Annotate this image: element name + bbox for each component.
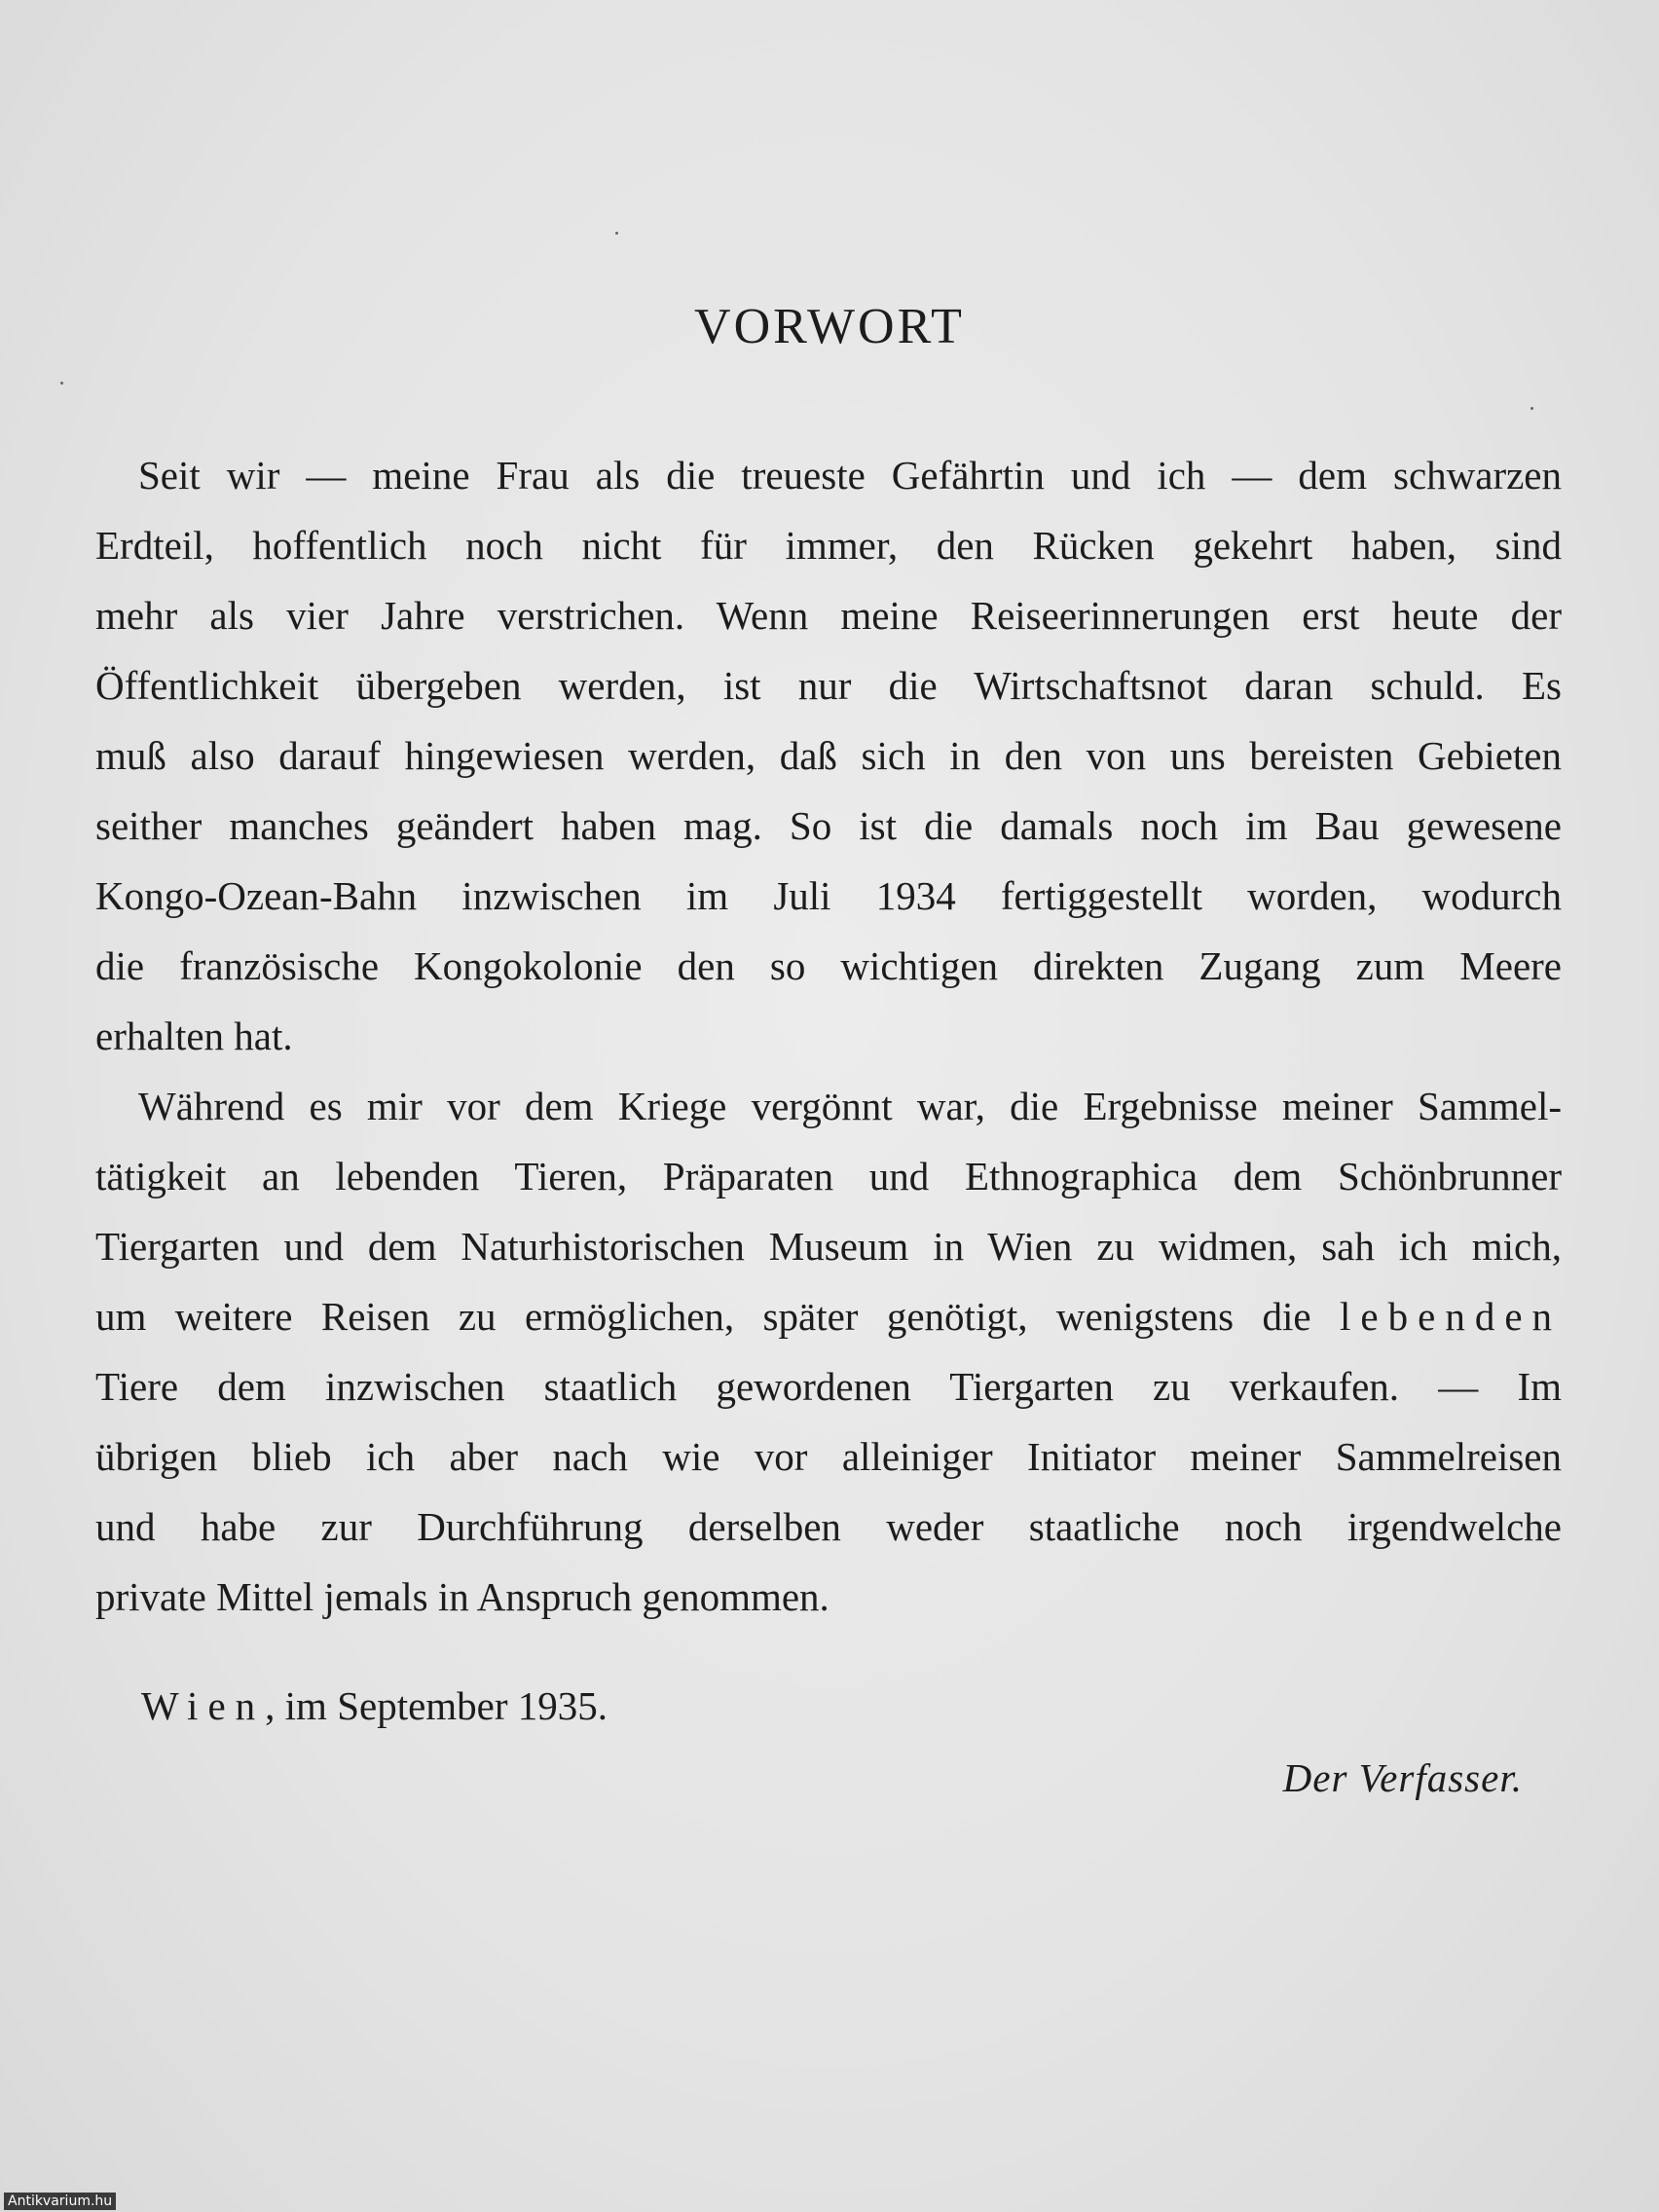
text-line-with-emphasis: [95, 1281, 1562, 1351]
paper-speck: [60, 382, 63, 385]
emphasized-word: lebenden: [1340, 1294, 1563, 1339]
watermark: Antikvarium.hu: [4, 2193, 116, 2210]
text-line: erhalten hat.: [95, 1014, 293, 1058]
place-and-date: [141, 1671, 608, 1741]
text-line: übrigen blieb ich aber nach wie vor alleiniger Initiator meiner Sammelreisen: [95, 1434, 1562, 1479]
text-line: Tiergarten und dem Naturhistorischen Museum in Wien zu widmen, sah ich mich,: [95, 1224, 1562, 1269]
page-title: VORWORT: [694, 299, 965, 354]
date-text: , im September 1935.: [265, 1683, 608, 1728]
paper-speck: [1530, 407, 1533, 410]
text-line-segment: um weitere Reisen zu ermöglichen, später genötigt, wenigstens die: [95, 1294, 1311, 1339]
preface-body: [95, 440, 1562, 1632]
place-name: Wien: [141, 1683, 266, 1728]
text-line: Erdteil, hoffentlich noch nicht für immer, den Rücken gekehrt haben, sind: [95, 523, 1562, 568]
text-line: die französische Kongokolonie den so wichtigen direkten Zugang zum Meere: [95, 943, 1562, 988]
text-line: tätigkeit an lebenden Tieren, Präparaten und Ethnographica dem Schönbrunner: [95, 1154, 1562, 1198]
text-line: Während es mir vor dem Kriege vergönnt war, die Ergebnisse meiner Sammel-: [138, 1084, 1562, 1128]
author-signature: Der Verfasser.: [1282, 1755, 1523, 1800]
text-line: Seit wir — meine Frau als die treueste Gefährtin und ich — dem schwarzen: [138, 453, 1562, 498]
text-line: Öffentlichkeit übergeben werden, ist nur die Wirtschaftsnot daran schuld. Es: [95, 663, 1562, 708]
text-line: seither manches geändert haben mag. So ist die damals noch im Bau gewesene: [95, 803, 1562, 848]
text-line: Kongo-Ozean-Bahn inzwischen im Juli 1934 fertiggestellt worden, wodurch: [95, 873, 1562, 918]
paper-speck: [615, 232, 618, 235]
text-line: muß also darauf hingewiesen werden, daß sich in den von uns bereisten Gebieten: [95, 733, 1562, 778]
text-line: und habe zur Durchführung derselben weder staatliche noch irgendwelche: [95, 1504, 1562, 1549]
text-line: private Mittel jemals in Anspruch genommen.: [95, 1574, 830, 1619]
text-line: Tiere dem inzwischen staatlich gewordenen Tiergarten zu verkaufen. — Im: [95, 1364, 1562, 1409]
text-line: mehr als vier Jahre verstrichen. Wenn meine Reiseerinnerungen erst heute der: [95, 593, 1562, 638]
